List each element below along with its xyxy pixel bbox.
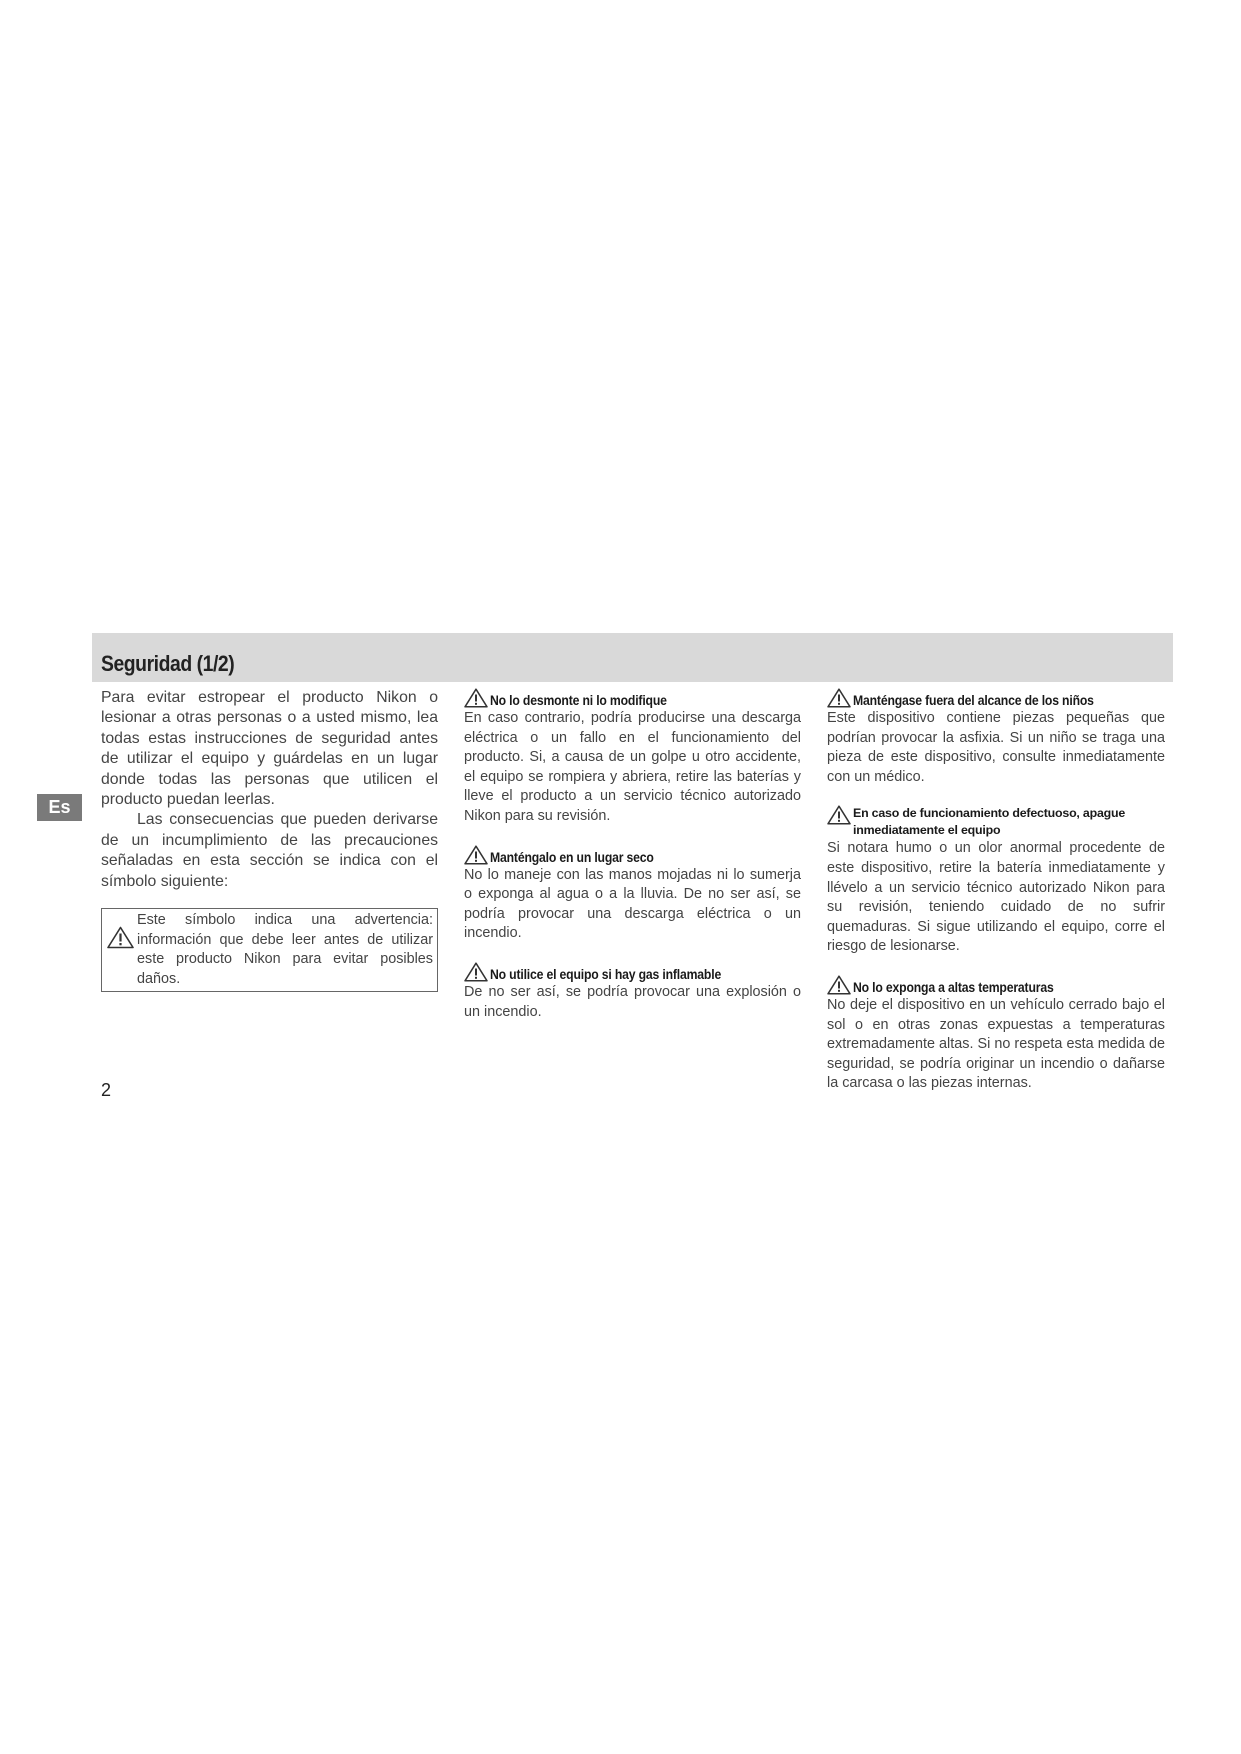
section-body: De no ser así, se podría provocar una explosión o un incendio. [464, 983, 801, 1020]
safety-section [464, 962, 801, 1022]
intro-paragraph: Para evitar estropear el producto Nikon o lesionar a otras personas o a usted mismo, lea todas estas instrucciones de seguridad antes de utilizar el equipo y guárdelas en un lugar donde todas las personas que utilicen el producto puedan leerlas. [101, 689, 438, 809]
section-body: Si notara humo o un olor anormal procedente de este dispositivo, retire la batería inmediatamente y llévelo a un servicio técnico autorizado Nikon para su revisión, teniendo cuidado de no sufrir quemaduras. Si sigue utilizando el equipo, corre el riesgo de lesionarse. [827, 840, 1165, 955]
section-title: Manténgase fuera del alcance de los niños [853, 693, 1094, 708]
safety-section [827, 688, 1165, 787]
section-body: No lo maneje con las manos mojadas ni lo sumerja o exponga al agua o a la lluvia. De no ser así, se podría provocar una descarga eléctrica o un incendio. [464, 866, 801, 942]
safety-section [464, 688, 801, 827]
intro-column [101, 688, 438, 992]
section-heading [464, 688, 801, 709]
section-title: En caso de funcionamiento defectuoso, apague inmediatamente el equipo [853, 806, 1126, 838]
warning-triangle-icon [464, 688, 488, 708]
section-heading [827, 805, 1165, 839]
warning-triangle-icon [464, 845, 488, 865]
section-heading [827, 975, 1165, 996]
section-body: No deje el dispositivo en un vehículo cerrado bajo el sol o en otras zonas expuestas a temperaturas extremadamente altas. Si no respeta esta medida de seguridad, se podría originar un incendio o dañarse la carcasa o las piezas internas. [827, 996, 1165, 1092]
warning-triangle-icon [464, 962, 488, 982]
section-heading [464, 962, 801, 983]
safety-section [464, 845, 801, 944]
section-body: En caso contrario, podría producirse una descarga eléctrica o un fallo en el funcionamiento del producto. Si, a causa de un golpe u otro accidente, el equipo se rompiera y abriera, retire las baterías y lleve el producto a un servicio técnico autorizado Nikon para su revisión. [464, 710, 801, 824]
section-body: Este dispositivo contiene piezas pequeñas que podrían provocar la asfixia. Si un niño se traga una pieza de este dispositivo, consulte inmediatamente con un médico. [827, 710, 1165, 785]
warning-triangle-icon [107, 926, 134, 949]
warning-legend-box [101, 908, 438, 992]
section-heading [827, 688, 1165, 709]
section-heading [464, 845, 801, 866]
page-number: 2 [101, 1080, 112, 1100]
warning-triangle-icon [827, 805, 851, 825]
section-title: Manténgalo en un lugar seco [490, 849, 654, 865]
section-title: No lo desmonte ni lo modifique [490, 693, 667, 708]
page-title: Seguridad (1/2) [101, 651, 235, 676]
intro-paragraph: Las consecuencias que pueden derivarse de un incumplimiento de las precauciones señaladas en esta sección se indica con el símbolo siguiente: [101, 811, 438, 890]
safety-column-middle [464, 688, 801, 1040]
warning-triangle-icon [827, 688, 851, 708]
safety-section [827, 975, 1165, 1094]
section-title: No lo exponga a altas temperaturas [853, 979, 1054, 995]
warning-triangle-icon [827, 975, 851, 995]
safety-section [827, 805, 1165, 957]
warning-legend-text: Este símbolo indica una advertencia: información que debe leer antes de utilizar este producto Nikon para evitar posibles daños. [137, 912, 433, 987]
section-title: No utilice el equipo si hay gas inflamable [490, 966, 722, 982]
safety-column-right [827, 688, 1165, 1112]
section-header-bar [92, 633, 1173, 682]
language-tab: Es [37, 794, 82, 821]
